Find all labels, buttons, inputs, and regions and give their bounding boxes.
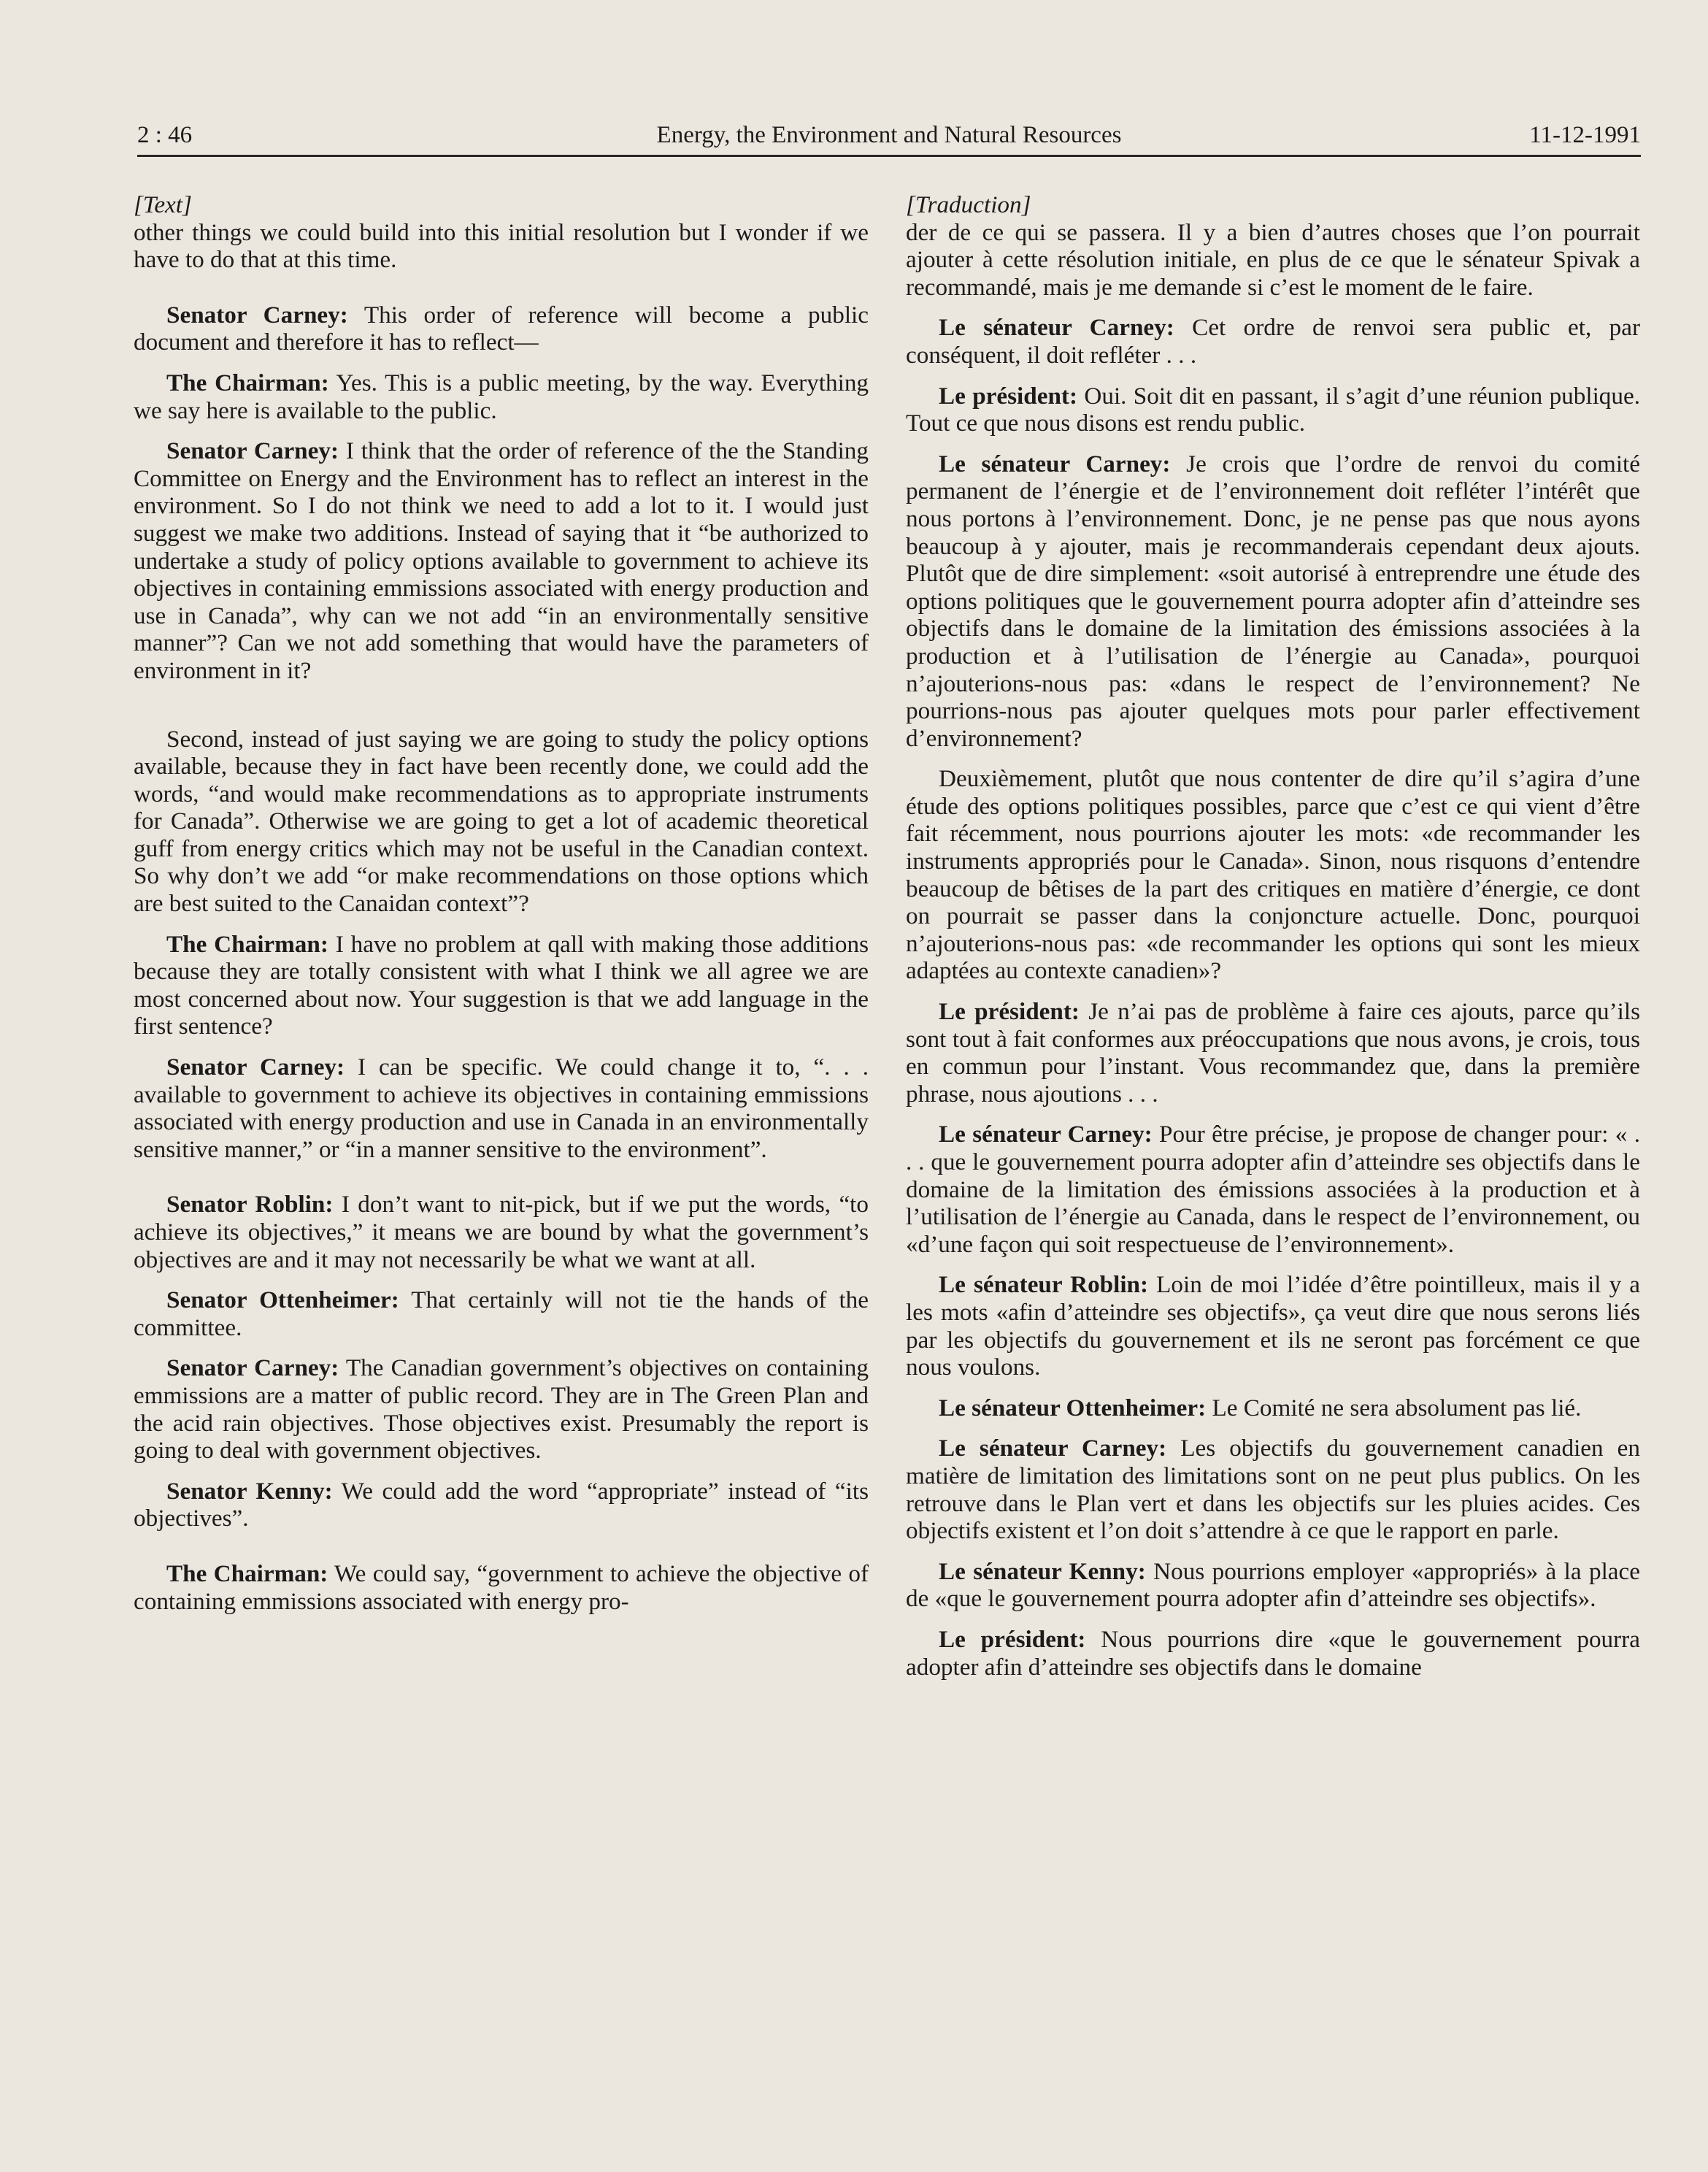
speech-paragraph <box>134 369 869 424</box>
speech-paragraph <box>134 931 869 1040</box>
speaker-name: Le sénateur Carney: <box>939 450 1171 477</box>
speaker-name: Senator Carney: <box>166 1354 339 1382</box>
header-date: 11-12-1991 <box>1529 122 1641 148</box>
speech-text: That certainly will not tie the hands of the committee. <box>134 1286 869 1341</box>
speech-text: Les objectifs du gouvernement canadien en matière de limitation des limitations sont on ne peut plus publics. On les retrouve dans le Plan vert et dans les objectifs sur les pluies acides. Ces objectifs existent et l’on doit s’attendre à ce que le rapport en parle. <box>906 1435 1641 1545</box>
speech-paragraph <box>906 314 1640 369</box>
running-header <box>137 115 1641 155</box>
speaker-name: Le sénateur Carney: <box>939 1121 1153 1148</box>
speech-paragraph <box>134 1191 869 1273</box>
speech-paragraph <box>134 1054 869 1163</box>
publication-title: Energy, the Environment and Natural Resources <box>656 122 1122 148</box>
speech-paragraph <box>906 998 1640 1108</box>
speaker-name: Senator Carney: <box>166 301 348 329</box>
speech-text: Cet ordre de renvoi sera public et, par conséquent, il doit refléter . . . <box>906 314 1641 369</box>
speech-text: Oui. Soit dit en passant, il s’agit d’une réunion publique. Tout ce que nous disons est rendu public. <box>906 382 1641 437</box>
paragraph: Second, instead of just saying we are going to study the policy options available, because they in fact have been recently done, we could add the words, “and would make recommendations as to appropriate instruments for Canada”. Otherwise we are going to get a lot of academic theoretical guff from energy critics which may not be useful in the Canadian context. So why don’t we add “or make recommendations on those options which are best suited to the Canaidan context”? <box>134 725 869 918</box>
speech-text: I don’t want to nit-pick, but if we put the words, “to achieve its objectives,” it means we are bound by what the government’s objectives are and it may not necessarily be what we want at all. <box>134 1191 869 1273</box>
speech-paragraph <box>906 1121 1640 1258</box>
speaker-name: Senator Carney: <box>166 1054 345 1081</box>
paragraph: der de ce qui se passera. Il y a bien d’autres choses que l’on pourrait ajouter à cette résolution initiale, en plus de ce que le sénateur Spivak a recommandé, mais je me demande si c’est le moment de le faire. <box>906 218 1640 301</box>
speech-paragraph <box>134 1286 869 1341</box>
speaker-name: Le sénateur Roblin: <box>939 1271 1149 1299</box>
speech-paragraph <box>906 383 1640 437</box>
speaker-name: Le sénateur Carney: <box>939 1435 1167 1462</box>
speech-text: This order of reference will become a public document and therefore it has to reflect— <box>134 301 869 356</box>
speaker-name: The Chairman: <box>166 369 329 396</box>
speaker-name: The Chairman: <box>166 930 328 958</box>
speech-text: Nous pourrions employer «appropriés» à la place de «que le gouvernement pourra adopter afin d’atteindre ses objectifs». <box>906 1557 1640 1613</box>
page-number: 2 : 46 <box>137 122 193 148</box>
speech-paragraph <box>134 1478 869 1532</box>
speech-text: We could say, “government to achieve the objective of containing emmissions associated with energy pro- <box>134 1559 869 1615</box>
speech-text: We could add the word “appropriate” instead of “its objectives”. <box>134 1477 869 1532</box>
speaker-name: Senator Ottenheimer: <box>166 1286 399 1314</box>
header-rule <box>137 155 1641 157</box>
speech-text: The Canadian government’s objectives on containing emmissions are a matter of public record. They are in The Green Plan and the acid rain objectives. Those objectives exist. Presumably the report is going to deal with government objectives. <box>134 1354 869 1465</box>
speech-paragraph <box>906 450 1640 753</box>
speech-paragraph <box>134 1354 869 1464</box>
speech-text: Loin de moi l’idée d’être pointilleux, mais il y a les mots «afin d’atteindre ses objectifs», ça veut dire que nous serons liés par les objectifs du gouvernement et ils ne seront pas forcément ce que nous voulons. <box>906 1271 1641 1381</box>
paragraph: Deuxièmement, plutôt que nous contenter de dire qu’il s’agira d’une étude des options politiques possibles, parce que c’est ce qui vient d’être fait récemment, nous pourrions ajouter les mots: «de recommander les instruments appropriés pour le Canada». Sinon, nous risquons d’entendre beaucoup de bêtises de la part des critiques en matière d’énergie, ce dont on pourrait se passer dans la conjoncture actuelle. Donc, pourquoi n’ajouterions-nous pas: «de recommander les options qui sont les mieux adaptées au contexte canadien»? <box>906 765 1640 985</box>
speaker-name: The Chairman: <box>166 1559 328 1587</box>
speech-paragraph <box>906 1558 1640 1613</box>
speech-text: I have no problem at qall with making those additions because they are totally consistent with what I think we all agree we are most concerned about now. Your suggestion is that we add language in the first sentence? <box>134 930 869 1040</box>
speech-text: I think that the order of reference of the the Standing Committee on Energy and the Environment has to reflect an interest in the environment. So I do not think we need to add a lot to it. I would just suggest we make two additions. Instead of saying that it “be authorized to undertake a study of policy options available to government to achieve its objectives in containing emmissions associated with energy production and use in Canada”, why can we not add “in an environmentally sensitive manner”? Can we not add something that would have the parameters of environment in it? <box>134 437 869 684</box>
english-column <box>134 191 869 1615</box>
language-tag: [Traduction] <box>906 191 1031 218</box>
speech-paragraph <box>906 1394 1640 1422</box>
speech-paragraph <box>906 1435 1640 1544</box>
paragraph: other things we could build into this initial resolution but I wonder if we have to do that at this time. <box>134 218 869 274</box>
speech-paragraph <box>134 437 869 684</box>
speech-paragraph <box>134 302 869 356</box>
speaker-name: Senator Roblin: <box>166 1191 334 1219</box>
speech-text: Nous pourrions dire «que le gouvernement pourra adopter afin d’atteindre ses objectifs dans le domaine <box>906 1625 1640 1681</box>
speech-paragraph <box>906 1626 1640 1681</box>
speaker-name: Senator Carney: <box>166 437 339 465</box>
speech-text: Je crois que l’ordre de renvoi du comité permanent de l’énergie et de l’environnement doit refléter l’intérêt que nous portons à l’environnement. Donc, je ne pense pas que nous ayons beaucoup à y ajouter, mais je recommanderais cependant deux ajouts. Plutôt que de dire simplement: «soit autorisé à entreprendre une étude des options politiques que le gouvernement pourra adopter afin d’atteindre ses objectifs dans le domaine de la limitation des émissions associées à la production et à l’utilisation de l’énergie au Canada», pourquoi n’ajouterions-nous pas: «dans le respect de l’environnement? Ne pourrions-nous pas ajouter quelques mots pour parler effectivement d’environnement? <box>906 450 1640 752</box>
speaker-name: Le président: <box>939 382 1078 410</box>
speech-text: Je n’ai pas de problème à faire ces ajouts, parce qu’ils sont tout à fait conformes aux préoccupations que nous avons, je crois, tous en commun pour l’instant. Vous recommandez que, dans la première phrase, nous ajoutions . . . <box>906 998 1641 1108</box>
speaker-name: Le sénateur Carney: <box>939 314 1174 342</box>
speaker-name: Le sénateur Ottenheimer: <box>939 1394 1207 1421</box>
speech-text: Pour être précise, je propose de changer pour: « . . . que le gouvernement pourra adopter afin d’atteindre ses objectifs dans le domaine de la limitation des émissions associées à la production et à l’utilisation de l’énergie au Canada, dans le respect de l’environnement, ou «d’une façon qui soit respectueuse de l’environnement». <box>906 1121 1640 1258</box>
speech-paragraph <box>906 1271 1640 1381</box>
speech-text: I can be specific. We could change it to, “. . . available to government to achieve its objectives in containing emmissions associated with energy production and use in Canada in an environmentally sensitive manner,” or “in a manner sensitive to the environment”. <box>134 1054 869 1163</box>
speaker-name: Senator Kenny: <box>166 1477 333 1505</box>
speech-paragraph <box>134 1560 869 1615</box>
speaker-name: Le sénateur Kenny: <box>939 1557 1146 1585</box>
speech-text: Yes. This is a public meeting, by the way. Everything we say here is available to the public. <box>134 369 869 424</box>
speech-text: Le Comité ne sera absolument pas lié. <box>1206 1394 1582 1421</box>
speaker-name: Le président: <box>939 1625 1086 1653</box>
language-tag: [Text] <box>134 191 192 218</box>
speaker-name: Le président: <box>939 998 1080 1026</box>
french-column <box>906 191 1640 1681</box>
